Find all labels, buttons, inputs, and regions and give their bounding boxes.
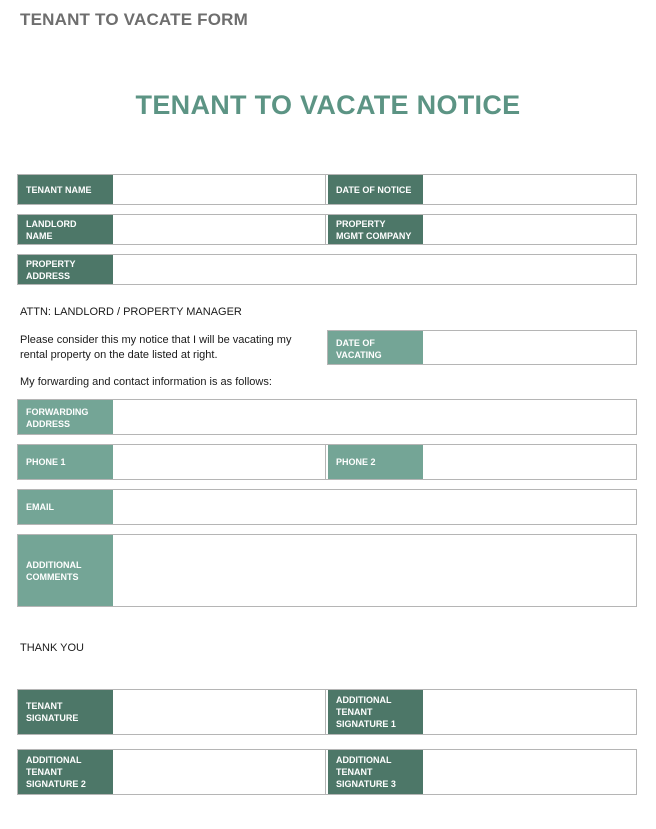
forwarding-address-row (17, 399, 637, 435)
date-of-vacating-field[interactable] (423, 331, 636, 364)
date-of-vacating-label: DATE OF VACATING (328, 331, 423, 364)
tenant-name-label: TENANT NAME (18, 175, 113, 204)
phone-2-field[interactable] (423, 445, 636, 479)
tenant-name-field[interactable] (113, 175, 326, 204)
tenant-name-row (17, 174, 637, 205)
notice-title: TENANT TO VACATE NOTICE (135, 90, 521, 120)
additional-tenant-signature-1-field[interactable] (423, 690, 636, 734)
landlord-name-field[interactable] (113, 215, 326, 244)
tenant-signature-field[interactable] (113, 690, 326, 734)
form-title: TENANT TO VACATE FORM (20, 10, 249, 29)
attn-text: ATTN: LANDLORD / PROPERTY MANAGER (20, 306, 242, 318)
email-field[interactable] (113, 490, 636, 524)
signature-row-2 (17, 749, 637, 795)
additional-tenant-signature-3-field[interactable] (423, 750, 636, 794)
property-address-label: PROPERTY ADDRESS (18, 255, 113, 284)
property-address-field[interactable] (113, 255, 636, 284)
forwarding-address-field[interactable] (113, 400, 636, 434)
email-label: EMAIL (18, 490, 113, 524)
forwarding-address-label: FORWARDING ADDRESS (18, 400, 113, 434)
signature-row-1 (17, 689, 637, 735)
thank-you-text: THANK YOU (20, 642, 84, 654)
phone-1-label: PHONE 1 (18, 445, 113, 479)
date-of-notice-label: DATE OF NOTICE (328, 175, 423, 204)
property-mgmt-company-label: PROPERTY MGMT COMPANY (328, 215, 423, 244)
additional-comments-label: ADDITIONAL COMMENTS (18, 535, 113, 606)
date-of-notice-field[interactable] (423, 175, 636, 204)
additional-tenant-signature-2-field[interactable] (113, 750, 326, 794)
additional-tenant-signature-3-label: ADDITIONAL TENANT SIGNATURE 3 (328, 750, 423, 794)
tenant-signature-label: TENANT SIGNATURE (18, 690, 113, 734)
additional-comments-row (17, 534, 637, 607)
email-row (17, 489, 637, 525)
additional-tenant-signature-2-label: ADDITIONAL TENANT SIGNATURE 2 (18, 750, 113, 794)
notice-text-line-1: Please consider this my notice that I will be vacating my (20, 334, 292, 346)
phone-2-label: PHONE 2 (328, 445, 423, 479)
date-of-vacating-row (327, 330, 637, 365)
landlord-name-row (17, 214, 637, 245)
forwarding-intro-text: My forwarding and contact information is as follows: (20, 376, 272, 388)
phone-row (17, 444, 637, 480)
additional-tenant-signature-1-label: ADDITIONAL TENANT SIGNATURE 1 (328, 690, 423, 734)
additional-comments-field[interactable] (113, 535, 636, 606)
property-mgmt-company-field[interactable] (423, 215, 636, 244)
landlord-name-label: LANDLORD NAME (18, 215, 113, 244)
phone-1-field[interactable] (113, 445, 326, 479)
property-address-row (17, 254, 637, 285)
notice-text-line-2: rental property on the date listed at right. (20, 349, 218, 361)
